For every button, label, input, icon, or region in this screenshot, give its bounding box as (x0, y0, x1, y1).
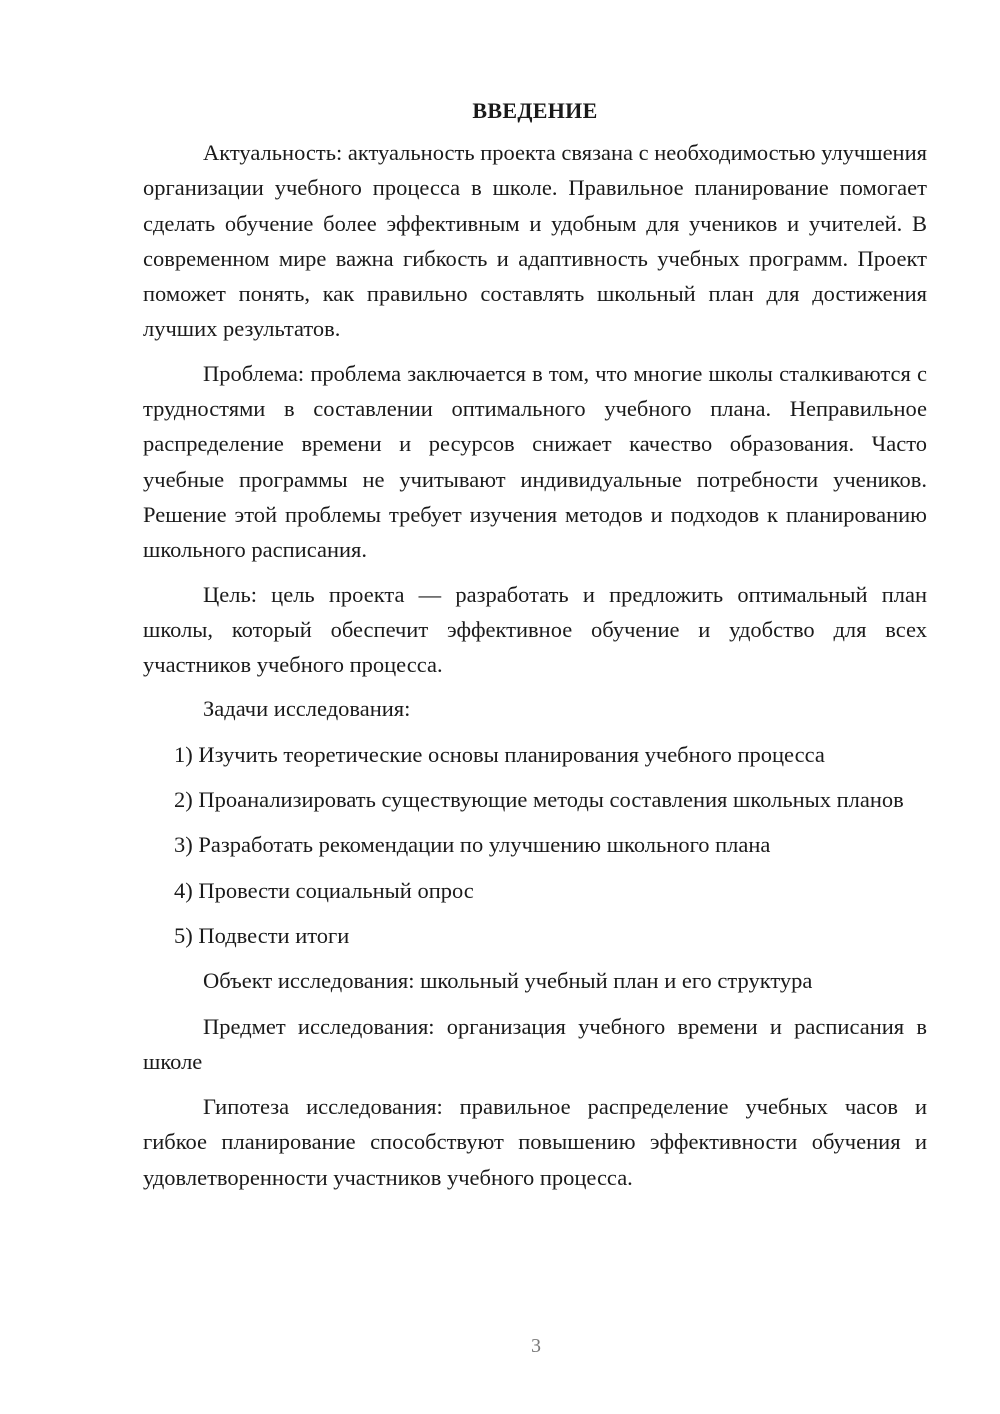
paragraph-relevance: Актуальность: актуальность проекта связана с необходимостью улучшения организации учебного процесса в школе. Правильное планирование помогает сделать обучение более эффективным и удобным для учеников и учителей. В современном мире важна гибкость и адаптивность учебных программ. Проект поможет понять, как правильно составлять школьный план для достижения лучших результатов. (143, 140, 927, 342)
page-content (143, 93, 927, 1195)
task-item-3: 3) Разработать рекомендации по улучшению школьного плана (174, 832, 771, 858)
tasks-heading: Задачи исследования: (203, 696, 411, 722)
section-title: ВВЕДЕНИЕ (472, 98, 598, 123)
task-item-5: 5) Подвести итоги (174, 922, 350, 948)
task-item-4: 4) Провести социальный опрос (174, 877, 474, 903)
task-item-1: 1) Изучить теоретические основы планирования учебного процесса (174, 741, 825, 767)
task-item-2: 2) Проанализировать существующие методы составления школьных планов (174, 787, 904, 813)
paragraph-problem: Проблема: проблема заключается в том, что многие школы сталкиваются с трудностями в составлении оптимального учебного плана. Неправильное распределение времени и ресурсов снижает качество образования. Часто учебные программы не учитывают индивидуальные потребности учеников. Решение этой проблемы требует изучения методов и подходов к планированию школьного расписания. (143, 360, 927, 563)
page-number: 3 (531, 1335, 541, 1357)
paragraph-goal: Цель: цель проекта — разработать и предложить оптимальный план школы, который обеспечит эффективное обучение и удобство для всех участников учебного процесса. (143, 581, 927, 678)
paragraph-hypothesis: Гипотеза исследования: правильное распределение учебных часов и гибкое планирование способствуют повышению эффективности обучения и удовлетворенности участников учебного процесса. (143, 1094, 927, 1190)
paragraph-object: Объект исследования: школьный учебный план и его структура (203, 968, 813, 994)
paragraph-subject: Предмет исследования: организация учебного времени и расписания в школе (143, 1013, 927, 1074)
